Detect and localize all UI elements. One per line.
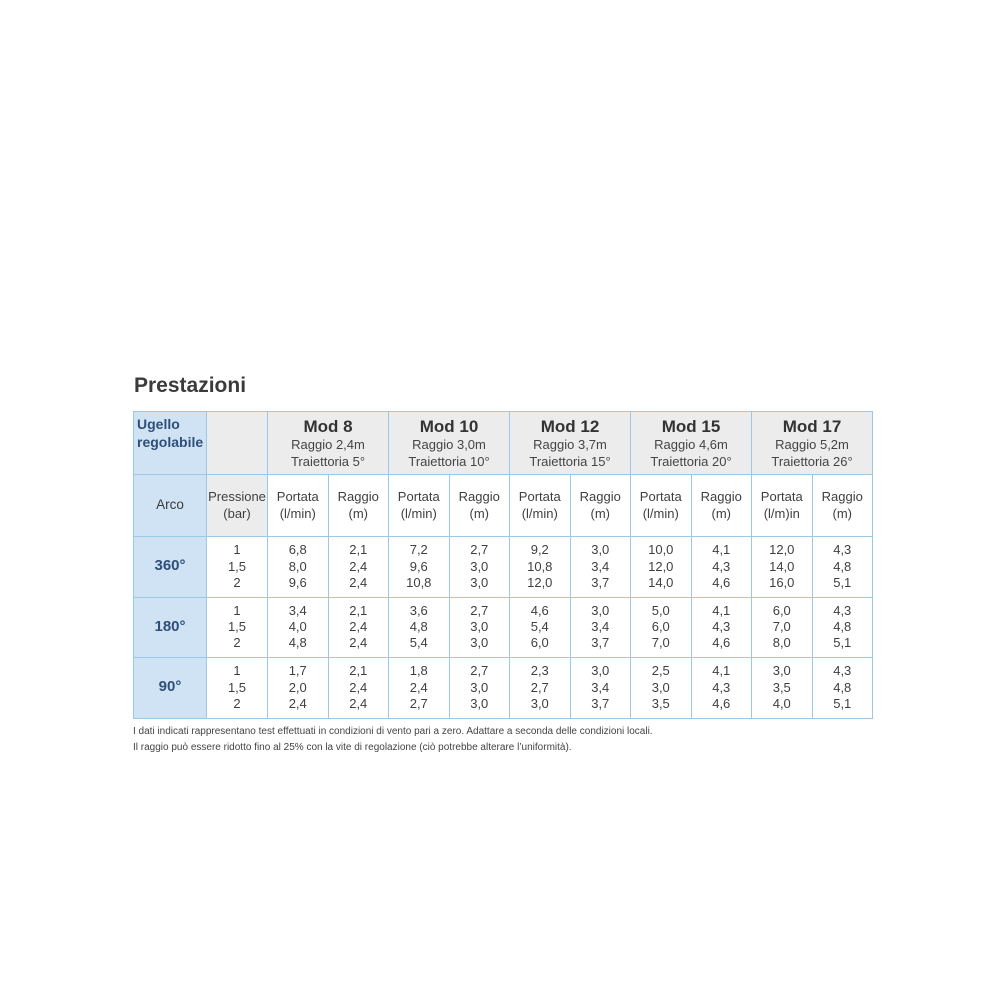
portata-value: 8,0 xyxy=(288,558,307,574)
raggio-value: 3,7 xyxy=(591,574,610,590)
portata-header-text: (l/min) xyxy=(400,505,437,521)
portata-value: 10,8 xyxy=(527,558,553,574)
raggio-value: 2,4 xyxy=(349,695,368,711)
raggio-value: 4,3 xyxy=(833,663,852,679)
portata-cell xyxy=(510,597,571,658)
model-header-2 xyxy=(510,412,631,475)
raggio-value: 5,1 xyxy=(833,695,852,711)
raggio-value: 2,1 xyxy=(349,602,368,618)
portata-value: 2,4 xyxy=(409,679,428,695)
pressione-unit: (bar) xyxy=(223,505,251,521)
raggio-header-text: (m) xyxy=(469,505,490,521)
portata-header-text: (l/m)in xyxy=(763,505,800,521)
portata-value: 5,4 xyxy=(530,619,549,635)
data-row xyxy=(134,537,873,598)
raggio-value: 3,4 xyxy=(591,558,610,574)
raggio-value: 3,0 xyxy=(591,602,610,618)
raggio-value: 4,3 xyxy=(833,542,852,558)
portata-cell xyxy=(268,658,329,719)
raggio-header-text: Raggio xyxy=(337,489,379,505)
portata-header-3 xyxy=(631,475,692,537)
raggio-value: 4,3 xyxy=(712,679,731,695)
pressione-cell xyxy=(207,537,268,598)
data-row xyxy=(134,658,873,719)
portata-value: 7,0 xyxy=(772,619,791,635)
portata-value: 7,2 xyxy=(409,542,428,558)
raggio-value: 3,0 xyxy=(470,695,489,711)
portata-header-2 xyxy=(510,475,571,537)
raggio-value: 5,1 xyxy=(833,574,852,590)
portata-value: 2,7 xyxy=(530,679,549,695)
portata-value: 6,0 xyxy=(772,602,791,618)
portata-value: 4,0 xyxy=(772,695,791,711)
portata-value: 10,8 xyxy=(406,574,432,590)
raggio-value: 3,0 xyxy=(470,635,489,651)
raggio-cell xyxy=(328,597,389,658)
raggio-value: 2,1 xyxy=(349,542,368,558)
pressione-value: 2 xyxy=(233,635,241,651)
portata-value: 1,8 xyxy=(409,663,428,679)
portata-cell xyxy=(268,597,329,658)
model-raggio: Raggio 4,6m xyxy=(654,437,728,453)
raggio-header-0 xyxy=(328,475,389,537)
raggio-value: 3,4 xyxy=(591,679,610,695)
model-raggio: Raggio 2,4m xyxy=(291,437,365,453)
page-title: Prestazioni xyxy=(134,374,247,397)
model-name: Mod 15 xyxy=(661,417,721,437)
column-header-row xyxy=(134,475,873,537)
footnotes xyxy=(133,724,653,756)
raggio-header-4 xyxy=(812,475,873,537)
portata-value: 3,5 xyxy=(651,695,670,711)
ugello-line1: Ugello xyxy=(137,416,180,432)
raggio-cell xyxy=(449,597,510,658)
portata-value: 3,0 xyxy=(772,663,791,679)
raggio-header-3 xyxy=(691,475,752,537)
raggio-header-text: (m) xyxy=(711,505,732,521)
raggio-cell xyxy=(570,537,631,598)
portata-value: 2,7 xyxy=(409,695,428,711)
portata-cell xyxy=(389,658,450,719)
model-traiettoria: Traiettoria 5° xyxy=(290,453,366,469)
portata-value: 12,0 xyxy=(648,558,674,574)
pressione-cell xyxy=(207,658,268,719)
portata-header-4 xyxy=(752,475,813,537)
portata-value: 10,0 xyxy=(648,542,674,558)
raggio-header-text: Raggio xyxy=(579,489,621,505)
portata-value: 4,0 xyxy=(288,619,307,635)
portata-value: 4,8 xyxy=(288,635,307,651)
portata-header-text: Portata xyxy=(518,489,561,505)
model-raggio: Raggio 3,7m xyxy=(533,437,607,453)
portata-cell xyxy=(752,537,813,598)
raggio-value: 4,1 xyxy=(712,602,731,618)
portata-value: 2,4 xyxy=(288,695,307,711)
raggio-header-text: Raggio xyxy=(821,489,863,505)
raggio-value: 2,7 xyxy=(470,602,489,618)
raggio-header-1 xyxy=(449,475,510,537)
raggio-value: 2,4 xyxy=(349,635,368,651)
arco-header: Arco xyxy=(134,475,207,537)
raggio-value: 3,0 xyxy=(470,619,489,635)
portata-value: 3,6 xyxy=(409,602,428,618)
portata-value: 5,4 xyxy=(409,635,428,651)
portata-cell xyxy=(752,658,813,719)
portata-value: 6,0 xyxy=(651,619,670,635)
raggio-value: 2,4 xyxy=(349,558,368,574)
portata-cell xyxy=(631,597,692,658)
portata-value: 14,0 xyxy=(648,574,674,590)
raggio-value: 4,3 xyxy=(833,602,852,618)
pressione-value: 1 xyxy=(233,542,241,558)
footnote-2: Il raggio può essere ridotto fino al 25% con la vite di regolazione (ciò potrebbe alterare l’uniformità). xyxy=(133,742,572,753)
raggio-header-text: (m) xyxy=(348,505,368,521)
raggio-value: 4,6 xyxy=(712,635,731,651)
portata-value: 2,3 xyxy=(530,663,549,679)
raggio-value: 3,0 xyxy=(591,663,610,679)
portata-value: 3,5 xyxy=(772,679,791,695)
raggio-cell xyxy=(691,658,752,719)
portata-value: 4,6 xyxy=(530,602,549,618)
portata-header-text: (l/min) xyxy=(521,505,558,521)
raggio-value: 4,8 xyxy=(833,558,852,574)
pressione-value: 1,5 xyxy=(227,558,247,574)
raggio-value: 4,6 xyxy=(712,695,731,711)
portata-header-1 xyxy=(389,475,450,537)
model-traiettoria: Traiettoria 20° xyxy=(650,453,732,469)
portata-value: 9,6 xyxy=(409,558,428,574)
portata-value: 14,0 xyxy=(769,558,795,574)
portata-value: 3,0 xyxy=(651,679,670,695)
data-row xyxy=(134,597,873,658)
portata-value: 2,0 xyxy=(288,679,307,695)
raggio-cell xyxy=(691,537,752,598)
portata-value: 8,0 xyxy=(772,635,791,651)
raggio-value: 3,4 xyxy=(591,619,610,635)
performance-table xyxy=(133,411,873,719)
portata-value: 9,6 xyxy=(288,574,307,590)
model-raggio: Raggio 5,2m xyxy=(775,437,849,453)
portata-header-text: Portata xyxy=(397,489,440,505)
portata-value: 3,0 xyxy=(530,695,549,711)
model-traiettoria: Traiettoria 15° xyxy=(529,453,611,469)
portata-value: 7,0 xyxy=(651,635,670,651)
raggio-header-text: (m) xyxy=(590,505,611,521)
portata-cell xyxy=(631,537,692,598)
model-name: Mod 12 xyxy=(540,417,600,437)
raggio-value: 3,0 xyxy=(470,679,489,695)
arco-cell: 90° xyxy=(134,658,207,719)
pressione-value: 1 xyxy=(233,663,241,679)
raggio-value: 4,8 xyxy=(833,619,852,635)
portata-value: 3,4 xyxy=(288,602,307,618)
portata-header-text: (l/min) xyxy=(642,505,679,521)
portata-value: 12,0 xyxy=(769,542,795,558)
raggio-value: 2,7 xyxy=(470,663,489,679)
portata-value: 2,5 xyxy=(651,663,670,679)
portata-value: 6,0 xyxy=(530,635,549,651)
pressione-cell xyxy=(207,597,268,658)
arco-cell: 180° xyxy=(134,597,207,658)
portata-header-text: Portata xyxy=(639,489,682,505)
raggio-value: 4,6 xyxy=(712,574,731,590)
raggio-header-text: Raggio xyxy=(458,489,500,505)
raggio-value: 4,3 xyxy=(712,558,731,574)
model-traiettoria: Traiettoria 26° xyxy=(771,453,853,469)
model-name: Mod 17 xyxy=(782,417,842,437)
footnote-1: I dati indicati rappresentano test effettuati in condizioni di vento pari a zero. Adattare a seconda delle condizioni locali. xyxy=(133,726,653,737)
portata-header-text: Portata xyxy=(276,489,319,505)
portata-value: 5,0 xyxy=(651,602,670,618)
portata-cell xyxy=(510,658,571,719)
ugello-header xyxy=(134,412,207,475)
portata-value: 9,2 xyxy=(530,542,549,558)
raggio-value: 2,4 xyxy=(349,619,368,635)
raggio-cell xyxy=(812,537,873,598)
pressione-label: Pressione xyxy=(208,489,266,505)
raggio-cell xyxy=(449,537,510,598)
raggio-header-2 xyxy=(570,475,631,537)
model-header-3 xyxy=(631,412,752,475)
portata-cell xyxy=(389,597,450,658)
arco-cell: 360° xyxy=(134,537,207,598)
pressione-value: 2 xyxy=(233,574,241,590)
raggio-header-text: (m) xyxy=(832,505,853,521)
portata-header-text: Portata xyxy=(760,489,803,505)
pressione-header xyxy=(207,475,268,537)
pressione-value: 2 xyxy=(233,695,241,711)
raggio-value: 3,7 xyxy=(591,635,610,651)
raggio-cell xyxy=(328,658,389,719)
raggio-value: 4,1 xyxy=(712,663,731,679)
pressione-value: 1,5 xyxy=(227,619,247,635)
raggio-value: 3,0 xyxy=(470,574,489,590)
raggio-value: 3,7 xyxy=(591,695,610,711)
raggio-value: 2,7 xyxy=(470,542,489,558)
raggio-cell xyxy=(328,537,389,598)
portata-header-text: (l/min) xyxy=(279,505,316,521)
raggio-cell xyxy=(570,658,631,719)
raggio-value: 2,1 xyxy=(349,663,368,679)
portata-value: 6,8 xyxy=(288,542,307,558)
portata-cell xyxy=(268,537,329,598)
raggio-value: 4,8 xyxy=(833,679,852,695)
raggio-cell xyxy=(449,658,510,719)
raggio-value: 5,1 xyxy=(833,635,852,651)
model-name: Mod 10 xyxy=(419,417,479,437)
model-header-1 xyxy=(389,412,510,475)
raggio-value: 3,0 xyxy=(470,558,489,574)
model-raggio: Raggio 3,0m xyxy=(412,437,486,453)
portata-value: 12,0 xyxy=(527,574,553,590)
pressione-value: 1 xyxy=(233,602,241,618)
portata-value: 4,8 xyxy=(409,619,428,635)
model-traiettoria: Traiettoria 10° xyxy=(408,453,490,469)
portata-cell xyxy=(389,537,450,598)
model-header-row xyxy=(134,412,873,475)
raggio-value: 3,0 xyxy=(591,542,610,558)
raggio-cell xyxy=(812,658,873,719)
portata-cell xyxy=(510,537,571,598)
ugello-line2: regolabile xyxy=(137,433,204,450)
model-header-4 xyxy=(752,412,873,475)
raggio-cell xyxy=(812,597,873,658)
raggio-header-text: Raggio xyxy=(700,489,742,505)
raggio-cell xyxy=(570,597,631,658)
raggio-value: 4,3 xyxy=(712,619,731,635)
raggio-value: 2,4 xyxy=(349,574,368,590)
empty-header-cell xyxy=(207,412,268,475)
model-name: Mod 8 xyxy=(303,417,353,437)
pressione-value: 1,5 xyxy=(227,679,247,695)
portata-cell xyxy=(631,658,692,719)
portata-cell xyxy=(752,597,813,658)
raggio-value: 4,1 xyxy=(712,542,731,558)
raggio-value: 2,4 xyxy=(349,679,368,695)
model-header-0 xyxy=(268,412,389,475)
portata-value: 1,7 xyxy=(288,663,307,679)
portata-header-0 xyxy=(268,475,329,537)
portata-value: 16,0 xyxy=(769,574,795,590)
raggio-cell xyxy=(691,597,752,658)
